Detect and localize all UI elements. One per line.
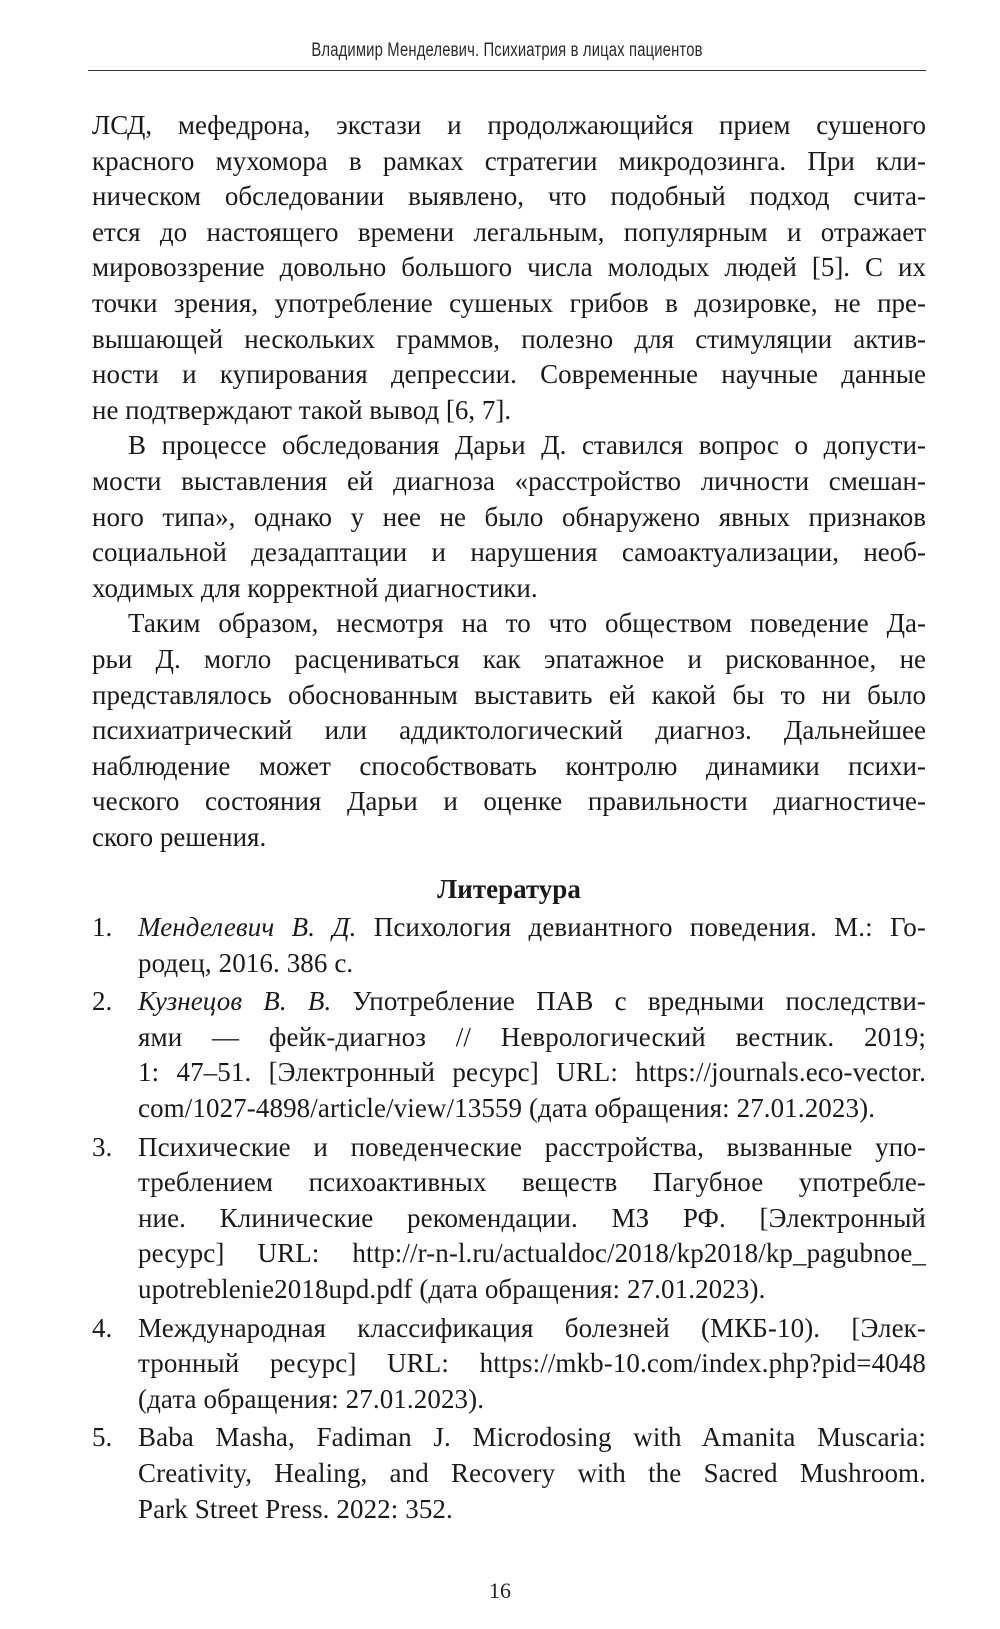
text-line: представлялось обоснованным выставить ей какой бы то ни было [92, 679, 926, 710]
text-line: ническом обследовании выявлено, что подобный подход счита- [92, 181, 926, 212]
header-rule [88, 70, 926, 71]
reference-author: Менделевич В. Д. [138, 912, 357, 942]
reference-line: Международная классификация болезней (МКБ-10). [Элек- [138, 1312, 926, 1343]
reference-line: ние. Клинические рекомендации. МЗ РФ. [Электронный [138, 1202, 926, 1233]
reference-line: 1: 47–51. [Электронный ресурс] URL: https://journals.eco-vector. [138, 1057, 926, 1088]
paragraph-1 [92, 108, 926, 428]
text-line: не подтверждают такой вывод [6, 7]. [92, 394, 512, 425]
reference-line: Park Street Press. 2022: 352. [138, 1493, 453, 1524]
reference-line [138, 910, 926, 946]
running-header-title: Владимир Менделевич. Психиатрия в лицах пациентов [311, 40, 703, 61]
text-line: ходимых для корректной диагностики. [92, 572, 538, 603]
reference-author: Кузнецов В. В. [138, 986, 332, 1017]
page-number: 16 [489, 1578, 511, 1603]
reference-number: 4. [92, 1312, 113, 1343]
reference-line: Creativity, Healing, and Recovery with the Sacred Mushroom. [138, 1457, 926, 1488]
reference-item-3 [92, 1130, 926, 1308]
reference-line: upotreblenie2018upd.pdf (дата обращения: 27.01.2023). [138, 1273, 766, 1304]
text-line: рьи Д. могло расцениваться как эпатажное и рискованное, не [92, 643, 926, 674]
references-section [92, 872, 926, 1530]
text-line: ЛСД, мефедрона, экстази и продолжающийся прием сушеного [92, 110, 926, 140]
reference-line: ресурс] URL: http://r-n-l.ru/actualdoc/2018/kp2018/kp_pagubnoe_ [138, 1238, 926, 1269]
text-line: ческого состояния Дарьи и оценке правильности диагностиче- [92, 786, 926, 817]
reference-text: Употребление ПАВ с вредными последстви- [331, 986, 927, 1017]
text-line: мости выставления ей диагноза «расстройство личности смешан- [92, 465, 926, 496]
text-line: вышающей нескольких граммов, полезно для стимуляции актив- [92, 323, 926, 354]
reference-item-4 [92, 1311, 926, 1418]
reference-line [138, 984, 926, 1020]
reference-number: 1. [92, 912, 113, 942]
reference-item-1 [92, 910, 926, 981]
reference-line: (дата обращения: 27.01.2023). [138, 1383, 485, 1414]
reference-line: Baba Masha, Fadiman J. Microdosing with Amanita Muscaria: [138, 1422, 926, 1453]
text-line: наблюдение может способствовать контролю динамики психи- [92, 750, 926, 781]
references-heading: Литература [437, 874, 581, 904]
reference-item-2 [92, 984, 926, 1126]
text-line: красного мухомора в рамках стратегии микродозинга. При кли- [92, 145, 926, 176]
reference-item-5 [92, 1420, 926, 1527]
reference-text: Психология девиантного поведения. М.: Го- [356, 912, 927, 942]
reference-line: Психические и поведенческие расстройства, вызванные упо- [138, 1131, 926, 1162]
paragraph-2 [92, 428, 926, 606]
text-line: мировоззрение довольно большого числа молодых людей [5]. С их [92, 252, 926, 283]
text-line: ского решения. [92, 821, 267, 852]
reference-line: com/1027-4898/article/view/13559 (дата обращения: 27.01.2023). [138, 1092, 876, 1123]
text-line: В процессе обследования Дарьи Д. ставился вопрос о допусти- [128, 430, 926, 461]
text-line: точки зрения, употребление сушеных грибов в дозировке, не пре- [92, 287, 926, 318]
text-line: ного типа», однако у нее не было обнаружено явных признаков [92, 501, 926, 532]
text-line: психиатрический или аддиктологический диагноз. Дальнейшее [92, 715, 926, 746]
body-text [92, 108, 926, 855]
paragraph-3 [92, 606, 926, 855]
reference-number: 3. [92, 1131, 113, 1162]
reference-line: родец, 2016. 386 с. [138, 947, 354, 978]
reference-number: 2. [92, 986, 113, 1017]
text-line: ется до настоящего времени легальным, популярным и отражает [92, 216, 926, 247]
text-line: социальной дезадаптации и нарушения самоактуализации, необ- [92, 537, 926, 568]
reference-line: ями — фейк-диагноз // Неврологический вестник. 2019; [138, 1021, 926, 1052]
reference-line: треблением психоактивных веществ Пагубное употребле- [138, 1167, 926, 1198]
text-line: Таким образом, несмотря на то что обществом поведение Да- [128, 608, 926, 639]
reference-line: тронный ресурс] URL: https://mkb-10.com/index.php?pid=4048 [138, 1348, 926, 1379]
text-line: ности и купирования депрессии. Современные научные данные [92, 359, 926, 390]
reference-number: 5. [92, 1422, 113, 1453]
